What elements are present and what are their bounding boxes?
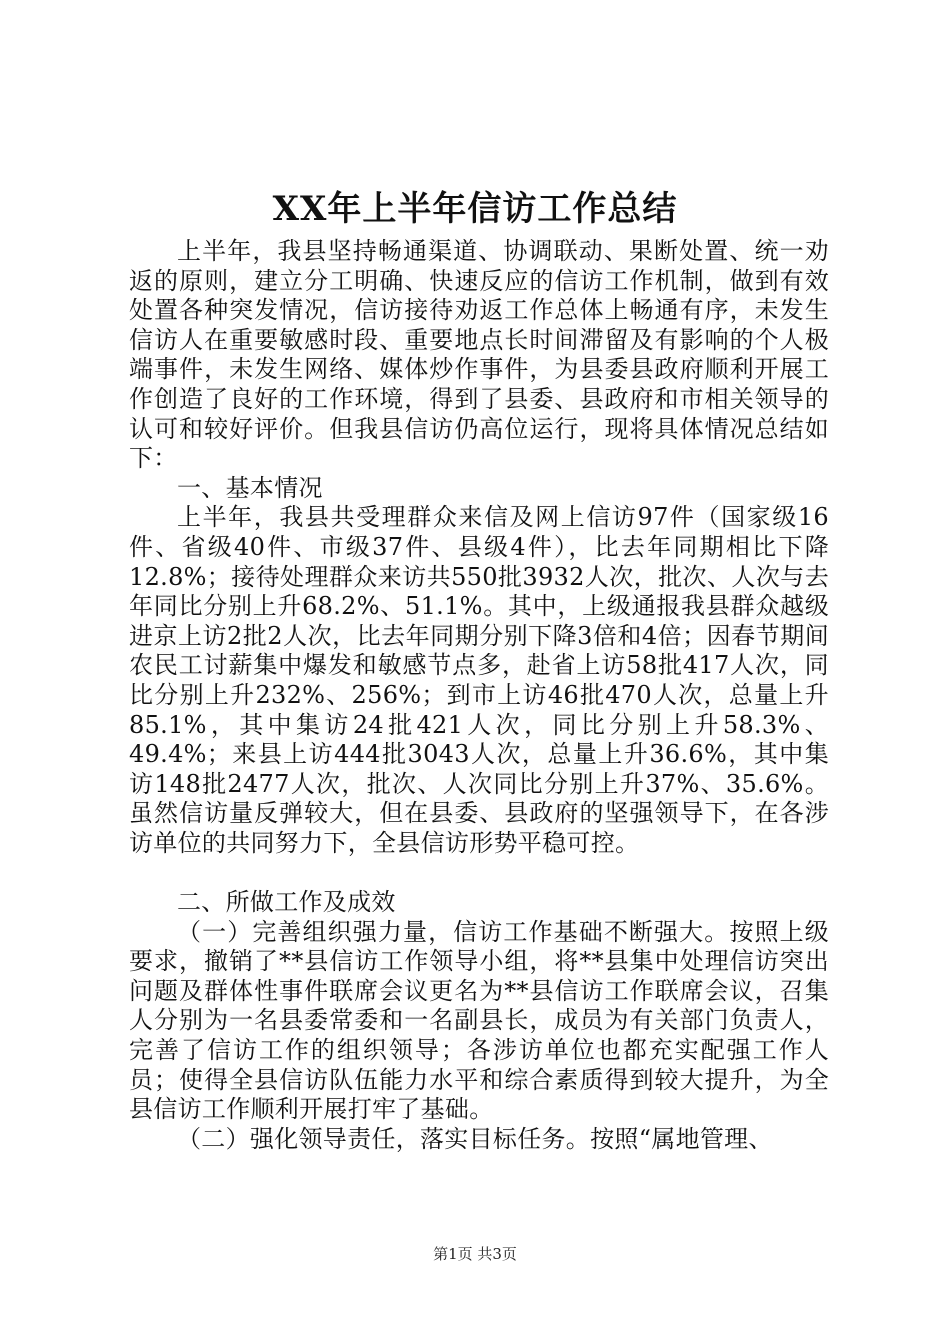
page-number: 第1页 共3页 (433, 1245, 517, 1263)
document-body (129, 237, 829, 1154)
section-heading-basic-situation: 一、基本情况 (177, 473, 323, 502)
page-title: XX年上半年信访工作总结 (272, 189, 678, 229)
section-heading-work-results: 二、所做工作及成效 (177, 888, 396, 917)
subsection-one-paragraph: （一）完善组织强力量，信访工作基础不断强大。按照上级要求，撤销了**县信访工作领导小组，将**县集中处理信访突出问题及群体性事件联席会议更名为**县信访工作联席会议，召集人分别为一名县委常委和一名副县长，成员为有关部门负责人，完善了信访工作的组织领导；各涉访单位也都充实配强工作人员；使得全县信访队伍能力水平和综合素质得到较大提升，为全县信访工作顺利开展打牢了基础。 (129, 917, 829, 1124)
basic-situation-paragraph: 上半年，我县共受理群众来信及网上信访97件（国家级16件、省级40件、市级37件、县级4件），比去年同期相比下降12.8%；接待处理群众来访共550批3932人次，批次、人次与去年同比分别上升68.2%、51.1%。其中，上级通报我县群众越级进京上访2批2人次，比去年同期分别下降3倍和4倍；因春节期间农民工讨薪集中爆发和敏感节点多，赴省上访58批417人次，同比分别上升232%、256%；到市上访46批470人次，总量上升85.1%，其中集访24批421人次，同比分别上升58.3%、49.4%；来县上访444批3043人次，总量上升36.6%，其中集访148批2477人次，批次、人次同比分别上升37%、35.6%。虽然信访量反弹较大，但在县委、县政府的坚强领导下，在各涉访单位的共同努力下，全县信访形势平稳可控。 (129, 503, 829, 857)
intro-paragraph: 上半年，我县坚持畅通渠道、协调联动、果断处置、统一劝返的原则，建立分工明确、快速反应的信访工作机制，做到有效处置各种突发情况，信访接待劝返工作总体上畅通有序，未发生信访人在重要敏感时段、重要地点长时间滞留及有影响的个人极端事件，未发生网络、媒体炒作事件，为县委县政府顺利开展工作创造了良好的工作环境，得到了县委、县政府和市相关领导的认可和较好评价。但我县信访仍高位运行，现将具体情况总结如下： (129, 237, 829, 473)
subsection-two-paragraph: （二）强化领导责任，落实目标任务。按照“属地管理、 (177, 1124, 773, 1153)
